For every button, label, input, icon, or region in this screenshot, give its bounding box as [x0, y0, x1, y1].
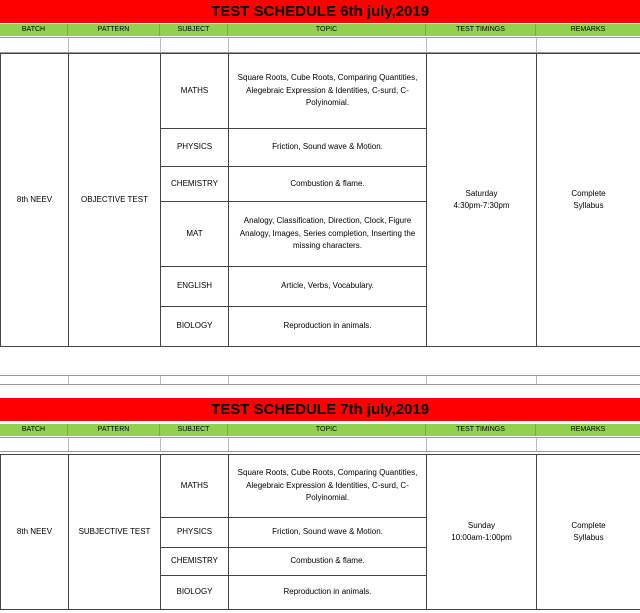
subject-cell: MAT — [161, 202, 229, 267]
column-header-row — [0, 424, 640, 436]
batch-cell: 8th NEEV — [1, 455, 69, 610]
blank-row — [0, 437, 640, 452]
topic-cell: Friction, Sound wave & Motion. — [229, 518, 427, 548]
blank-row — [0, 375, 640, 385]
table-row — [1, 455, 640, 518]
timing-time: 10:00am-1:00pm — [451, 533, 512, 542]
subject-cell: ENGLISH — [161, 267, 229, 307]
column-header-row — [0, 24, 640, 36]
timing-time: 4:30pm-7:30pm — [453, 201, 510, 210]
schedule-table — [0, 454, 640, 610]
subject-cell: CHEMISTRY — [161, 548, 229, 576]
topic-cell: Reproduction in animals. — [229, 307, 427, 347]
header-test-timings: TEST TIMINGS — [426, 24, 536, 36]
subject-cell: BIOLOGY — [161, 576, 229, 610]
remarks-line-2: Syllabus — [573, 201, 604, 210]
blank-row — [0, 37, 640, 53]
subject-cell: PHYSICS — [161, 518, 229, 548]
timing-cell — [427, 54, 537, 347]
subject-cell: BIOLOGY — [161, 307, 229, 347]
timing-day: Sunday — [467, 520, 496, 530]
header-remarks: REMARKS — [570, 26, 606, 33]
timing-day: Saturday — [465, 188, 498, 198]
topic-cell: Analogy, Classification, Direction, Clock, Figure Analogy, Images, Series completion, Inserting the missing characters. — [229, 202, 427, 267]
topic-cell: Friction, Sound wave & Motion. — [229, 129, 427, 167]
topic-cell: Square Roots, Cube Roots, Comparing Quantities, Alegebraic Expression & Identities, C-surd, C-Polyinomial. — [229, 54, 427, 129]
header-test-timings: TEST TIMINGS — [426, 424, 536, 436]
schedule-title: TEST SCHEDULE 7th july,2019 — [0, 398, 640, 421]
header-pattern: PATTERN — [68, 424, 160, 436]
header-subject: SUBJECT — [160, 424, 228, 436]
topic-cell: Square Roots, Cube Roots, Comparing Quantities, Alegebraic Expression & Identities, C-surd, C-Polyinomial. — [229, 455, 427, 518]
remarks-line-2: Syllabus — [573, 533, 604, 542]
pattern-cell: OBJECTIVE TEST — [69, 54, 161, 347]
header-topic: TOPIC — [228, 424, 426, 436]
schedule-table — [0, 53, 640, 347]
subject-cell: MATHS — [161, 54, 229, 129]
topic-cell: Combustion & flame. — [229, 167, 427, 202]
batch-cell: 8th NEEV — [1, 54, 69, 347]
remarks-cell — [537, 455, 640, 610]
subject-cell: PHYSICS — [161, 129, 229, 167]
table-row — [1, 54, 640, 129]
schedule-title: TEST SCHEDULE 6th july,2019 — [0, 0, 640, 23]
topic-cell: Article, Verbs, Vocabulary. — [229, 267, 427, 307]
topic-cell: Reproduction in animals. — [229, 576, 427, 610]
remarks-line-1: Complete — [571, 520, 606, 530]
remarks-line-1: Complete — [571, 188, 606, 198]
header-subject: SUBJECT — [160, 24, 228, 36]
timing-cell — [427, 455, 537, 610]
subject-cell: MATHS — [161, 455, 229, 518]
pattern-cell: SUBJECTIVE TEST — [69, 455, 161, 610]
header-batch: BATCH — [0, 24, 68, 36]
header-remarks: REMARKS — [570, 426, 606, 433]
subject-cell: CHEMISTRY — [161, 167, 229, 202]
header-pattern: PATTERN — [68, 24, 160, 36]
header-topic: TOPIC — [228, 24, 426, 36]
topic-cell: Combustion & flame. — [229, 548, 427, 576]
header-batch: BATCH — [0, 424, 68, 436]
remarks-cell — [537, 54, 640, 347]
